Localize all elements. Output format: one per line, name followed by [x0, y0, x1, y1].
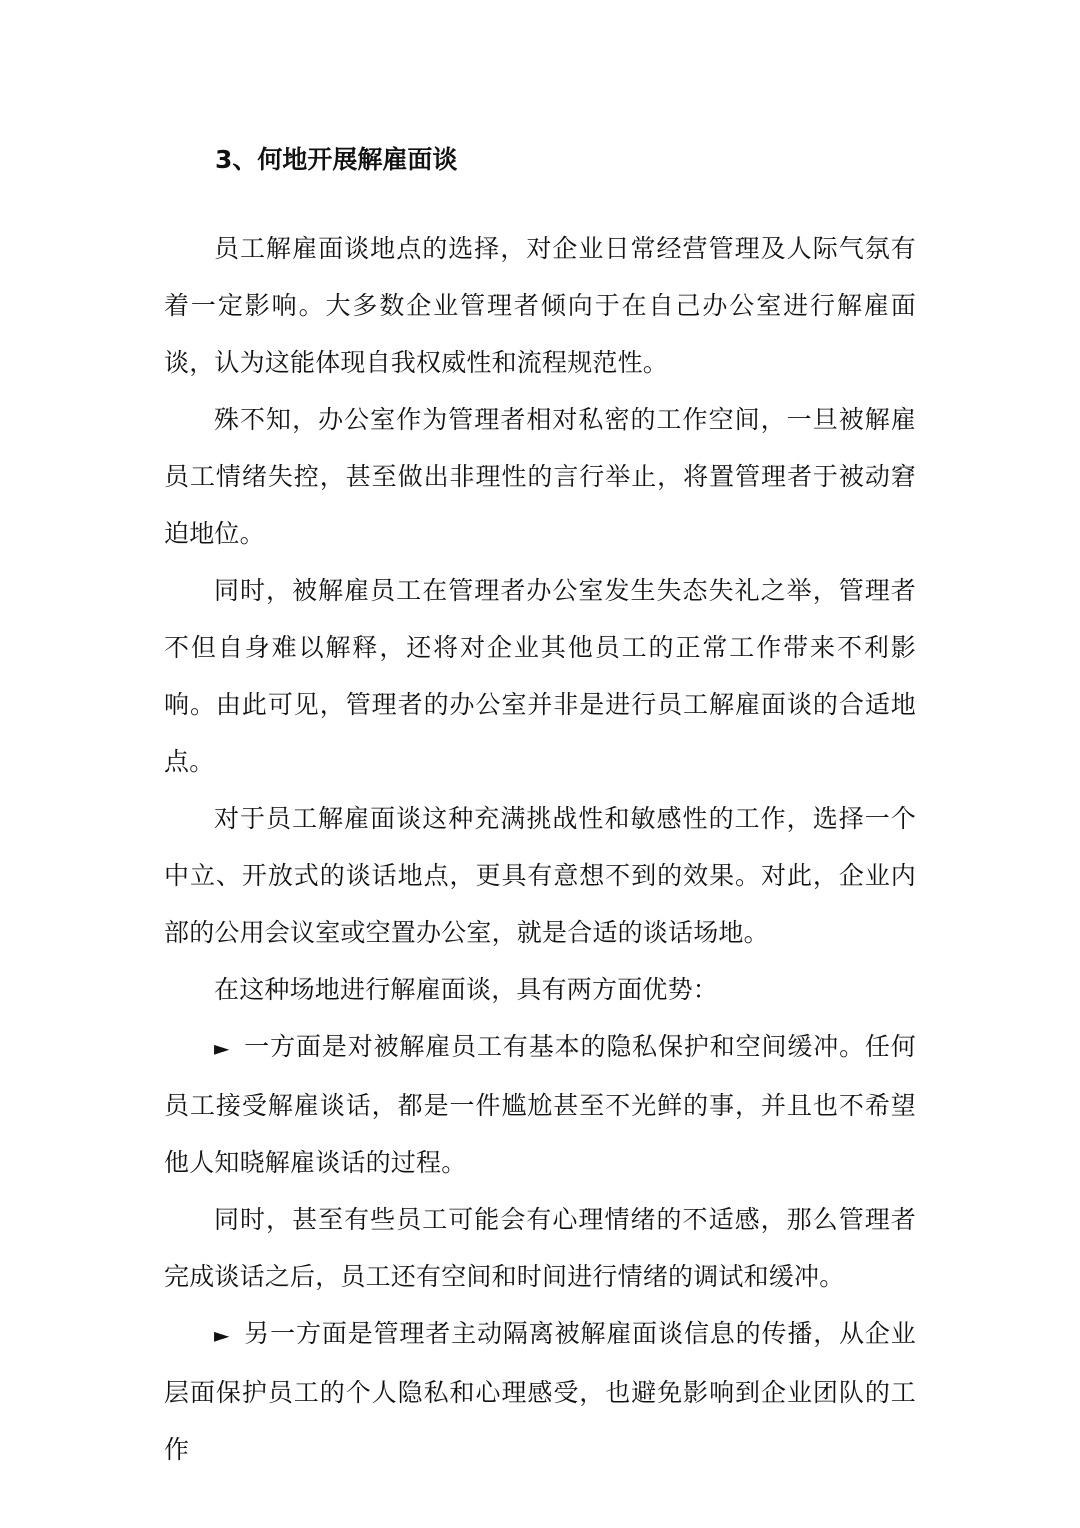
bullet-arrow-icon: ► [214, 1036, 230, 1060]
paragraph: 员工解雇面谈地点的选择，对企业日常经营管理及人际气氛有着一定影响。大多数企业管理者倾向于在自己办公室进行解雇面谈，认为这能体现自我权威性和流程规范性。 [164, 234, 916, 377]
paragraph: 同时，被解雇员工在管理者办公室发生失态失礼之举，管理者不但自身难以解释，还将对企业其他员工的正常工作带来不利影响。由此可见，管理者的办公室并非是进行员工解雇面谈的合适地点。 [164, 576, 916, 776]
paragraph: 对于员工解雇面谈这种充满挑战性和敏感性的工作，选择一个中立、开放式的谈话地点，更具有意想不到的效果。对此，企业内部的公用会议室或空置办公室，就是合适的谈话场地。 [164, 804, 916, 947]
bullet-text: 一方面是对被解雇员工有基本的隐私保护和空间缓冲。任何员工接受解雇谈话，都是一件尴尬甚至不光鲜的事，并且也不希望他人知晓解雇谈话的过程。 [164, 1032, 916, 1177]
paragraph: 在这种场地进行解雇面谈，具有两方面优势： [214, 975, 719, 1004]
document-body [164, 128, 916, 1478]
bullet-arrow-icon: ► [214, 1323, 230, 1347]
bullet-text: 另一方面是管理者主动隔离被解雇面谈信息的传播，从企业层面保护员工的个人隐私和心理感受，也避免影响到企业团队的工作 [164, 1319, 916, 1464]
paragraph: 殊不知，办公室作为管理者相对私密的工作空间，一旦被解雇员工情绪失控，甚至做出非理性的言行举止，将置管理者于被动窘迫地位。 [164, 405, 916, 548]
bullet-paragraph [164, 1018, 916, 1191]
bullet-paragraph [164, 1305, 916, 1478]
section-heading: 3、何地开展解雇面谈 [215, 145, 458, 174]
paragraph: 同时，甚至有些员工可能会有心理情绪的不适感，那么管理者完成谈话之后，员工还有空间和时间进行情绪的调试和缓冲。 [164, 1205, 916, 1291]
